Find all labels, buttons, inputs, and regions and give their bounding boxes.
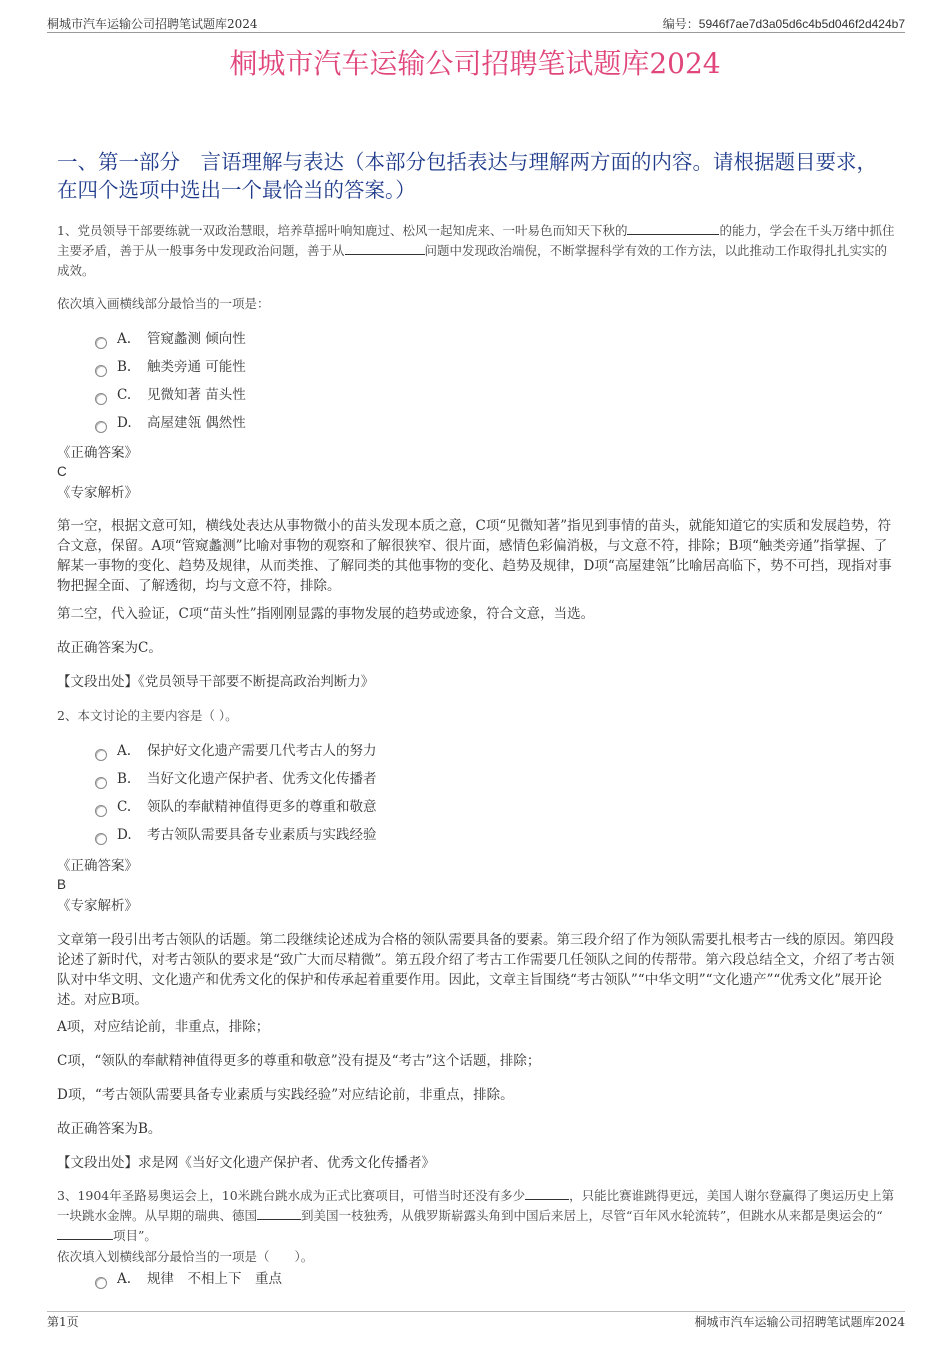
q2-answer: B [57,877,67,892]
header-doc-title: 桐城市汽车运输公司招聘笔试题库2024 [47,17,258,31]
q2-analysis-a: A项，对应结论前，非重点，排除； [57,1019,270,1035]
q2-option-b[interactable] [95,769,377,789]
q1-analysis-paragraph-2: 第二空，代入验证，C项“苗头性”指刚刚显露的事物发展的趋势或迹象，符合文意，当选。 [57,606,595,622]
q3-text-part-a: 3、1904年圣路易奥运会上，10米跳台跳水成为正式比赛项目，可惜当时还没有多少 [57,1188,526,1203]
q2-analysis-paragraph-1: 文章第一段引出考古领队的话题。第二段继续论述成为合格的领队需要具备的要素。第三段介绍了作为领队需要扎根考古一线的原因。第四段论述了新时代，对考古领队的要求是“致广大而尽精微”。第五段介绍了考古工作需要几任领队之间的传帮带。第六段总结全文，介绍了考古领队对中华文明、文化遗产和优秀文化的保护和传承起着重要作用。因此，文章主旨围绕“考古领队”“中华文明”“文化遗产”“优秀文化”展开论述。对应B项。 [57,932,895,1008]
q1-prompt: 依次填入画横线部分最恰当的一项是： [57,296,270,311]
q1-answer: C [57,464,67,479]
q3-option-a[interactable] [95,1269,282,1289]
q2-option-a[interactable] [95,741,377,761]
q3-blank-3 [57,1227,113,1240]
option-text: 管窥蠡测 倾向性 [147,331,246,347]
q2-analysis-c: C项，“领队的奉献精神值得更多的尊重和敬意”没有提及“考古”这个话题，排除； [57,1053,541,1069]
q1-text-part-c: 问题中发现政治端倪，不断掌握科学有效的工作方法，以此推动工作取得扎扎实实的成效。 [57,243,888,278]
q2-source: 【文段出处】求是网《当好文化遗产保护者、优秀文化传播者》 [57,1155,435,1171]
option-letter: B. [117,359,132,375]
option-letter: B. [117,771,132,787]
q1-option-b[interactable] [95,357,246,377]
q2-analysis-label: 《专家解析》 [57,898,138,914]
question-3-text [57,1186,895,1246]
q1-analysis-label: 《专家解析》 [57,485,138,501]
header-divider [47,32,905,33]
q2-answer-label: 《正确答案》 [57,858,138,874]
option-letter: C. [117,799,132,815]
page-title: 桐城市汽车运输公司招聘笔试题库2024 [229,47,721,80]
option-text: 考古领队需要具备专业素质与实践经验 [147,827,377,843]
q1-answer-label: 《正确答案》 [57,445,138,461]
q1-option-c[interactable] [95,385,246,405]
question-2-text: 2、本文讨论的主要内容是（ ）。 [57,708,238,723]
option-letter: A. [117,331,132,347]
q1-text-part-b: 的能力，学会在千头万绪中抓住主要矛盾，善于从一般事务中发现政治问题，善于从 [57,223,895,258]
q1-blank-2 [345,242,425,255]
option-letter: A. [117,743,132,759]
q1-option-d[interactable] [95,413,246,433]
header-code-label: 编号： [662,17,699,31]
header-doc-code [663,15,905,32]
option-text: 见微知著 苗头性 [147,387,246,403]
radio-icon[interactable] [95,805,107,817]
footer-doc-title: 桐城市汽车运输公司招聘笔试题库2024 [694,1315,905,1329]
question-1-text [57,221,895,281]
option-text: 高屋建瓴 偶然性 [147,415,246,431]
q3-blank-2 [257,1207,301,1220]
q1-analysis-paragraph-1: 第一空，根据文意可知，横线处表达从事物微小的苗头发现本质之意，C项“见微知著”指见到事情的苗头，就能知道它的实质和发展趋势，符合文意，保留。A项“管窥蠡测”比喻对事物的观察和了解很狭窄、很片面，感情色彩偏消极，与文意不符，排除；B项“触类旁通”指掌握、了解某一事物的变化、趋势及规律，从而类推、了解同类的其他事物的变化、趋势及规律，D项“高屋建瓴”比喻居高临下，势不可挡，现指对事物把握全面、了解透彻，均与文意不符，排除。 [57,518,892,594]
q3-text-part-c: 到美国一枝独秀，从俄罗斯崭露头角到中国后来居上，尽管“百年风水轮流转”，但跳水从来都是奥运会的“ [301,1208,883,1223]
footer-page-number: 第1页 [47,1315,79,1329]
option-text: 当好文化遗产保护者、优秀文化传播者 [147,771,377,787]
header-code-value: 5946f7ae7d3a05d6c4b5d046f2d424b7 [698,17,905,31]
q1-source: 【文段出处】《党员领导干部要不断提高政治判断力》 [57,674,375,690]
radio-icon[interactable] [95,833,107,845]
q2-option-c[interactable] [95,797,377,817]
radio-icon[interactable] [95,777,107,789]
q1-blank-1 [627,222,719,235]
q3-prompt: 依次填入划横线部分最恰当的一项是（ ）。 [57,1249,314,1264]
radio-icon[interactable] [95,749,107,761]
q3-text-part-d: 项目”。 [113,1228,157,1243]
q1-conclusion: 故正确答案为C。 [57,640,162,656]
option-letter: C. [117,387,132,403]
q3-blank-1 [525,1187,569,1200]
radio-icon[interactable] [95,365,107,377]
option-letter: D. [117,415,132,431]
radio-icon[interactable] [95,337,107,349]
option-letter: D. [117,827,132,843]
option-text: 领队的奉献精神值得更多的尊重和敬意 [147,799,377,815]
q2-conclusion: 故正确答案为B。 [57,1121,162,1137]
radio-icon[interactable] [95,393,107,405]
q2-analysis-d: D项，“考古领队需要具备专业素质与实践经验”对应结论前，非重点，排除。 [57,1087,514,1103]
q1-text-part-a: 1、党员领导干部要练就一双政治慧眼，培养草摇叶响知鹿过、松风一起知虎来、一叶易色而知天下秋的 [57,223,628,238]
q2-option-d[interactable] [95,825,377,845]
option-text: 规律 不相上下 重点 [147,1271,282,1287]
option-letter: A. [117,1271,132,1287]
option-text: 触类旁通 可能性 [147,359,246,375]
option-text: 保护好文化遗产需要几代考古人的努力 [147,743,377,759]
footer-divider [47,1311,905,1312]
radio-icon[interactable] [95,1277,107,1289]
section-title: 一、第一部分 言语理解与表达（本部分包括表达与理解两方面的内容。请根据题目要求，在四个选项中选出一个最恰当的答案。） [57,150,877,202]
q3-text-part-b: ，只能比赛谁跳得更远，美国人谢尔登赢得了奥运历史上第一块跳水金牌。从早期的瑞典、德国 [57,1188,895,1223]
radio-icon[interactable] [95,421,107,433]
q1-option-a[interactable] [95,329,246,349]
